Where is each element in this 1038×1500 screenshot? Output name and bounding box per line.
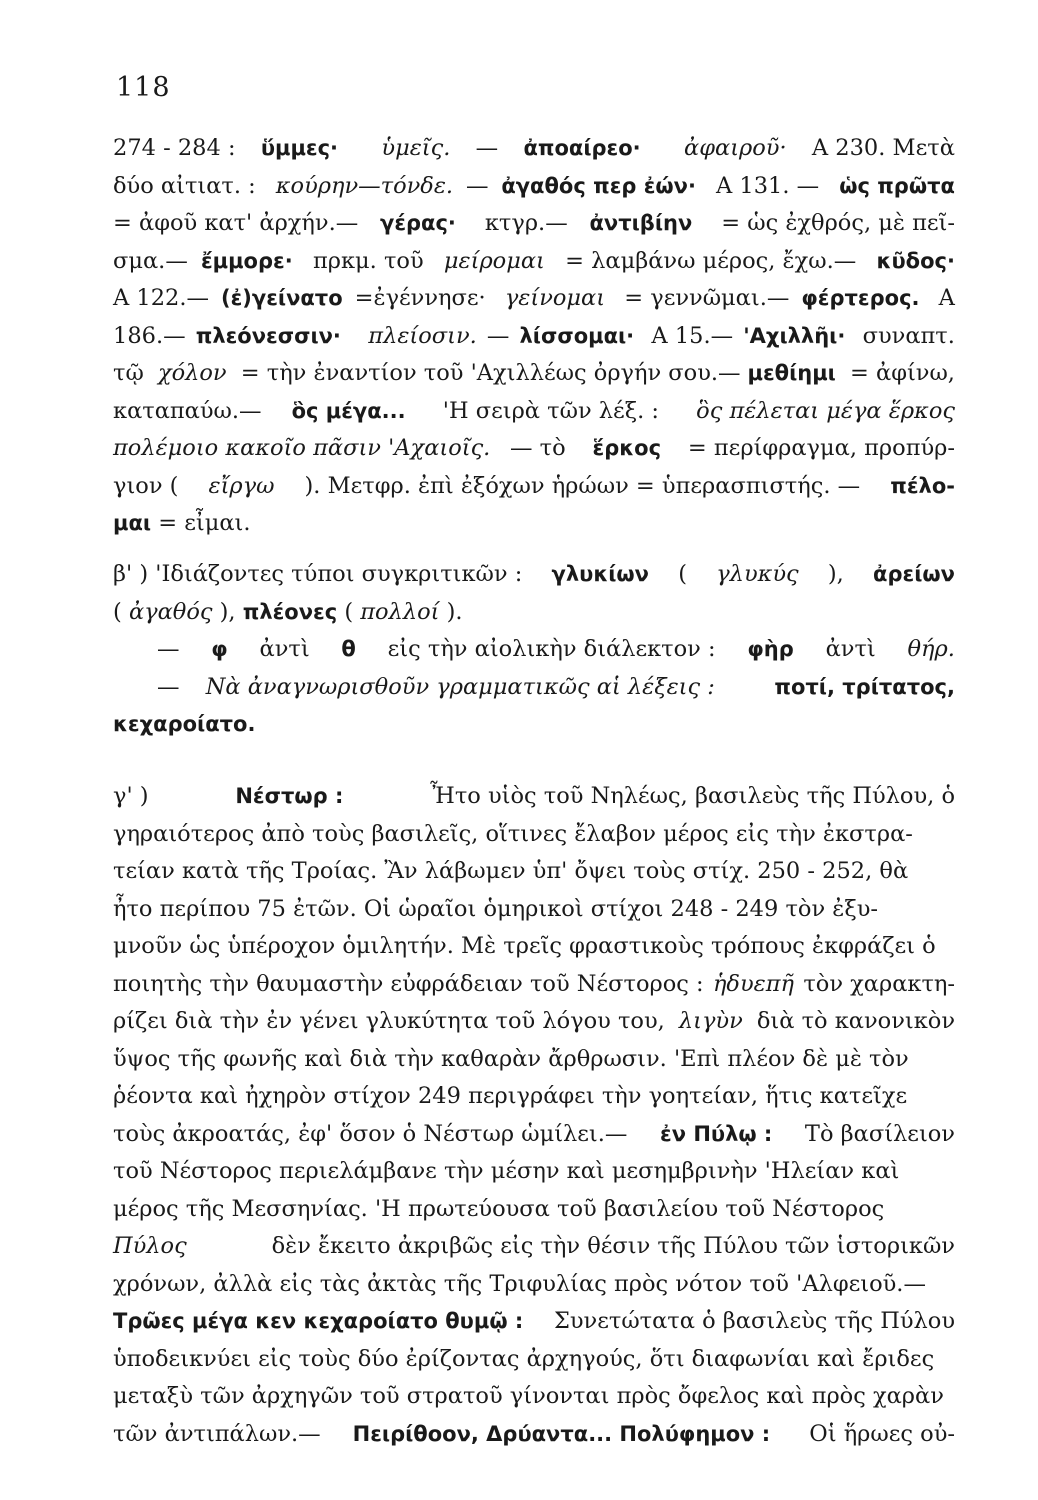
text-run: καταπαύω.— bbox=[113, 397, 262, 424]
text-line bbox=[113, 1191, 955, 1229]
bold-term: Τρῶες μέγα κεν κεχαροίατο θυμῷ : bbox=[113, 1309, 524, 1333]
bold-term: κῦδος· bbox=[876, 248, 955, 273]
italic-term: ἀγαθός bbox=[128, 598, 213, 625]
text-run: τείαν κατὰ τῆς Τροίας. Ἂν λάβωμεν ὑπ' ὄψει τοὺς στίχ. 250 - 252, θὰ bbox=[113, 858, 909, 884]
text-run: — τὸ bbox=[510, 435, 573, 461]
text-line bbox=[113, 1041, 955, 1079]
text-run: κτγρ.— bbox=[477, 210, 568, 236]
text-run: Α 131. — bbox=[708, 172, 827, 199]
text-run bbox=[659, 130, 666, 168]
text-line bbox=[113, 1378, 955, 1416]
text-line bbox=[113, 1153, 955, 1191]
bold-term: πλέονες bbox=[242, 599, 338, 624]
text-line bbox=[113, 355, 955, 393]
italic-term: θήρ. bbox=[907, 636, 955, 662]
text-run: τὸν χαρακτη- bbox=[796, 970, 955, 997]
bold-term: ἀρείων bbox=[873, 562, 955, 586]
italic-term: κούρην—τόνδε. bbox=[275, 172, 454, 199]
text-line bbox=[113, 318, 955, 356]
bold-term: πέλο- bbox=[890, 473, 955, 498]
text-run: ρίζει διὰ τὴν ἐν γένει γλυκύτητα τοῦ λόγου του, bbox=[113, 1008, 672, 1034]
text-line bbox=[113, 280, 955, 318]
text-line bbox=[113, 891, 955, 929]
bold-term: λίσσομαι· bbox=[519, 323, 635, 348]
text-run: = λαμβάνω μέρος, ἔχω.— bbox=[557, 247, 864, 274]
italic-term: ἀφαιροῦ· bbox=[684, 135, 787, 161]
italic-term: ὃς πέλεται μέγα ἕρκος bbox=[696, 397, 955, 424]
bold-term: ἕρκος bbox=[592, 436, 662, 460]
text-run: ( bbox=[113, 598, 129, 625]
text-run: — bbox=[157, 636, 187, 662]
text-run: =ἐγέννησε· bbox=[354, 285, 493, 311]
bold-term: κεχαροίατο. bbox=[113, 712, 256, 736]
text-run: — bbox=[468, 135, 506, 161]
text-line bbox=[113, 1303, 955, 1341]
italic-term: γλυκύς bbox=[716, 561, 799, 587]
text-line bbox=[113, 594, 955, 632]
text-run: 186.— bbox=[113, 322, 186, 349]
italic-term: μείρομαι bbox=[443, 247, 545, 274]
text-run: τῷ bbox=[113, 360, 151, 386]
text-run: γιον ( bbox=[113, 472, 186, 499]
text-run: ἀντὶ bbox=[252, 636, 317, 662]
text-run: εἰς τὴν αἰολικὴν διάλεκτον : bbox=[380, 636, 723, 662]
italic-term: ἡδυεπῆ bbox=[712, 970, 794, 997]
text-run: ἦτο περίπου 75 ἐτῶν. Οἱ ὡραῖοι ὁμηρικοὶ στίχοι 248 - 249 τὸν ἐξυ- bbox=[113, 895, 879, 922]
text-line bbox=[113, 778, 955, 816]
bold-term: θ bbox=[341, 637, 356, 661]
text-line bbox=[113, 505, 955, 543]
text-line bbox=[113, 130, 955, 168]
text-run: β' ) 'Ιδιάζοντες τύποι συγκριτικῶν : bbox=[113, 561, 530, 587]
text-run: Οἱ ἥρωες οὐ- bbox=[802, 1420, 955, 1447]
bold-term: ἐν Πύλῳ : bbox=[660, 1121, 773, 1146]
text-run: Α 122.— bbox=[113, 285, 209, 311]
text-line bbox=[113, 1116, 955, 1154]
text-run: δύο αἰτιατ. : bbox=[113, 172, 263, 199]
text-run: σμα.— bbox=[113, 247, 188, 274]
text-run: τοῦ Νέστορος περιελάμβανε τὴν μέσην καὶ μεσημβρινὴν 'Ηλείαν καὶ bbox=[113, 1158, 900, 1184]
text-run: τοὺς ἀκροατάς, ἐφ' ὅσον ὁ Νέστωρ ὡμίλει.— bbox=[113, 1120, 635, 1147]
text-line bbox=[113, 556, 955, 594]
italic-term: Πύλος bbox=[113, 1233, 187, 1259]
bold-term: ἀποαίρεο· bbox=[523, 136, 641, 160]
text-run: διὰ τὸ κανονικὸν bbox=[749, 1008, 955, 1034]
italic-term: γείνομαι bbox=[504, 285, 606, 311]
italic-term: χόλον bbox=[157, 360, 227, 386]
text-line bbox=[113, 1078, 955, 1116]
bold-term: μαι bbox=[113, 511, 152, 535]
bold-term: (ἐ)γείνατο bbox=[221, 286, 343, 310]
text-run: πρκμ. τοῦ bbox=[305, 247, 431, 274]
text-run: Τὸ βασίλειον bbox=[797, 1120, 955, 1147]
italic-term: πολλοί bbox=[360, 598, 440, 625]
italic-term: πολέμοιο κακοῖο πᾶσιν 'Αχαιοῖς. bbox=[113, 435, 491, 461]
text-line bbox=[113, 1266, 955, 1304]
text-run: = περίφραγμα, προπύρ- bbox=[680, 435, 955, 461]
text-line bbox=[113, 430, 955, 468]
text-run: Ἦτο υἱὸς τοῦ Νηλέως, βασιλεὺς τῆς Πύλου, ὁ bbox=[422, 783, 955, 809]
bold-term: ἔμμορε· bbox=[200, 248, 293, 273]
text-run: = εἶμαι. bbox=[151, 510, 251, 536]
bold-term: φὴρ bbox=[747, 637, 794, 661]
bold-term: Πειρίθοον, Δρύαντα... Πολύφημον : bbox=[352, 1421, 771, 1446]
bold-term: ὡς πρῶτα bbox=[839, 173, 955, 198]
text-line bbox=[113, 1228, 955, 1266]
text-run: γ' ) bbox=[113, 783, 156, 809]
text-run: Α 15.— bbox=[644, 322, 734, 349]
bold-term: γλυκίων bbox=[551, 562, 649, 586]
text-run: = γεννῶμαι.— bbox=[617, 285, 790, 311]
bold-term: ποτί, τρίτατος, bbox=[774, 674, 955, 699]
text-line bbox=[113, 631, 955, 669]
italic-term: ὑμεῖς. bbox=[381, 135, 451, 161]
text-line bbox=[113, 1341, 955, 1379]
text-run bbox=[351, 318, 358, 356]
text-run: Α bbox=[931, 285, 955, 311]
text-run: χρόνων, ἀλλὰ εἰς τὰς ἀκτὰς τῆς Τριφυλίας πρὸς νότον τοῦ 'Αλφειοῦ.— bbox=[113, 1270, 926, 1297]
italic-term: λιγὺν bbox=[678, 1008, 743, 1034]
text-run bbox=[741, 669, 748, 707]
bold-term: ὃς μέγα... bbox=[291, 398, 406, 423]
text-run: μνοῦν ὡς ὑπέροχον ὁμιλητήν. Μὲ τρεῖς φραστικοὺς τρόπους ἐκφράζει ὁ bbox=[113, 933, 936, 959]
bold-term: 'Αχιλλῆι· bbox=[743, 323, 846, 348]
text-run: = ἀφίνω, bbox=[842, 360, 955, 386]
text-run: — bbox=[157, 673, 180, 700]
italic-term: πλείοσιν. bbox=[368, 322, 477, 349]
text-line bbox=[113, 853, 955, 891]
text-line bbox=[113, 706, 955, 744]
commentary-section-b bbox=[113, 556, 955, 744]
text-run: συναπτ. bbox=[855, 322, 955, 349]
text-run: γηραιότερος ἀπὸ τοὺς βασιλεῖς, οἵτινες ἔλαβον μέρος εἰς τὴν ἐκστρα- bbox=[113, 820, 913, 847]
bold-term: Νέστωρ : bbox=[235, 784, 344, 808]
commentary-section-c bbox=[113, 778, 955, 1453]
text-line bbox=[113, 393, 955, 431]
text-run: ῥέοντα καὶ ἠχηρὸν στίχον 249 περιγράφει τὴν γοητείαν, ἥτις κατεῖχε bbox=[113, 1083, 908, 1109]
text-run: μέρος τῆς Μεσσηνίας. 'Η πρωτεύουσα τοῦ βασιλείου τοῦ Νέστορος bbox=[113, 1195, 885, 1222]
bold-term: ἀντιβίην bbox=[589, 211, 693, 235]
page-number: 118 bbox=[116, 72, 171, 103]
text-line bbox=[113, 1416, 955, 1454]
text-run: = ἀφοῦ κατ' ἀρχήν.— bbox=[113, 210, 359, 236]
text-line bbox=[113, 928, 955, 966]
bold-term: γέρας· bbox=[380, 211, 456, 235]
italic-term: εἴργω bbox=[208, 472, 275, 499]
bold-term: φέρτερος. bbox=[801, 286, 920, 310]
text-line bbox=[113, 205, 955, 243]
text-run: — bbox=[486, 322, 510, 349]
text-run: ). bbox=[439, 598, 463, 625]
text-run: ὕψος τῆς φωνῆς καὶ διὰ τὴν καθαρὰν ἄρθρωσιν. 'Επὶ πλέον δὲ μὲ τὸν bbox=[113, 1045, 909, 1072]
text-run: = ὡς ἐχθρός, μὲ πεῖ- bbox=[714, 210, 955, 236]
text-run: 274 - 284 : bbox=[113, 135, 243, 161]
text-run: ὑποδεικνύει εἰς τοὺς δύο ἐρίζοντας ἀρχηγούς, ὅτι διαφωνίαι καὶ ἔριδες bbox=[113, 1345, 935, 1372]
text-run: δὲν ἔκειτο ἀκριβῶς εἰς τὴν θέσιν τῆς Πύλου τῶν ἱστορικῶν bbox=[264, 1233, 955, 1259]
bold-term: φ bbox=[211, 637, 228, 661]
text-line bbox=[113, 669, 955, 707]
commentary-section-a bbox=[113, 130, 955, 543]
text-run bbox=[356, 130, 363, 168]
text-run: ποιητὴς τὴν θαυμαστὴν εὐφράδειαν τοῦ Νέστορος : bbox=[113, 970, 711, 997]
text-run: ), bbox=[212, 598, 243, 625]
text-line bbox=[113, 468, 955, 506]
text-run: — bbox=[465, 172, 489, 199]
text-run: Α 230. Μετὰ bbox=[804, 135, 955, 161]
bold-term: ὕμμες· bbox=[260, 136, 339, 160]
text-line bbox=[113, 243, 955, 281]
text-run: ἀντὶ bbox=[818, 636, 883, 662]
text-run: 'Η σειρὰ τῶν λέξ. : bbox=[435, 397, 667, 424]
text-run: Συνετώτατα ὁ βασιλεὺς τῆς Πύλου bbox=[546, 1308, 955, 1334]
bold-term: ἀγαθός περ ἐών· bbox=[501, 173, 696, 198]
text-run: μεταξὺ τῶν ἀρχηγῶν τοῦ στρατοῦ γίνονται πρὸς ὄφελος καὶ πρὸς χαρὰν bbox=[113, 1383, 944, 1409]
bold-term: μεθίημι bbox=[747, 361, 836, 385]
text-line bbox=[113, 1003, 955, 1041]
text-run: ( bbox=[671, 561, 695, 587]
text-line bbox=[113, 966, 955, 1004]
text-run: ). Μετφρ. ἐπὶ ἐξόχων ἡρώων = ὑπερασπιστής. — bbox=[297, 472, 868, 499]
italic-term: Νὰ ἀναγνωρισθοῦν γραμματικῶς αἱ λέξεις : bbox=[205, 673, 715, 700]
text-line bbox=[113, 168, 955, 206]
text-run: ( bbox=[337, 598, 361, 625]
text-run: τῶν ἀντιπάλων.— bbox=[113, 1420, 321, 1447]
bold-term: πλεόνεσσιν· bbox=[195, 323, 341, 348]
text-run: ), bbox=[820, 561, 851, 587]
text-run: = τὴν ἐναντίον τοῦ 'Αχιλλέως ὀργήν σου.— bbox=[233, 360, 741, 386]
text-line bbox=[113, 816, 955, 854]
